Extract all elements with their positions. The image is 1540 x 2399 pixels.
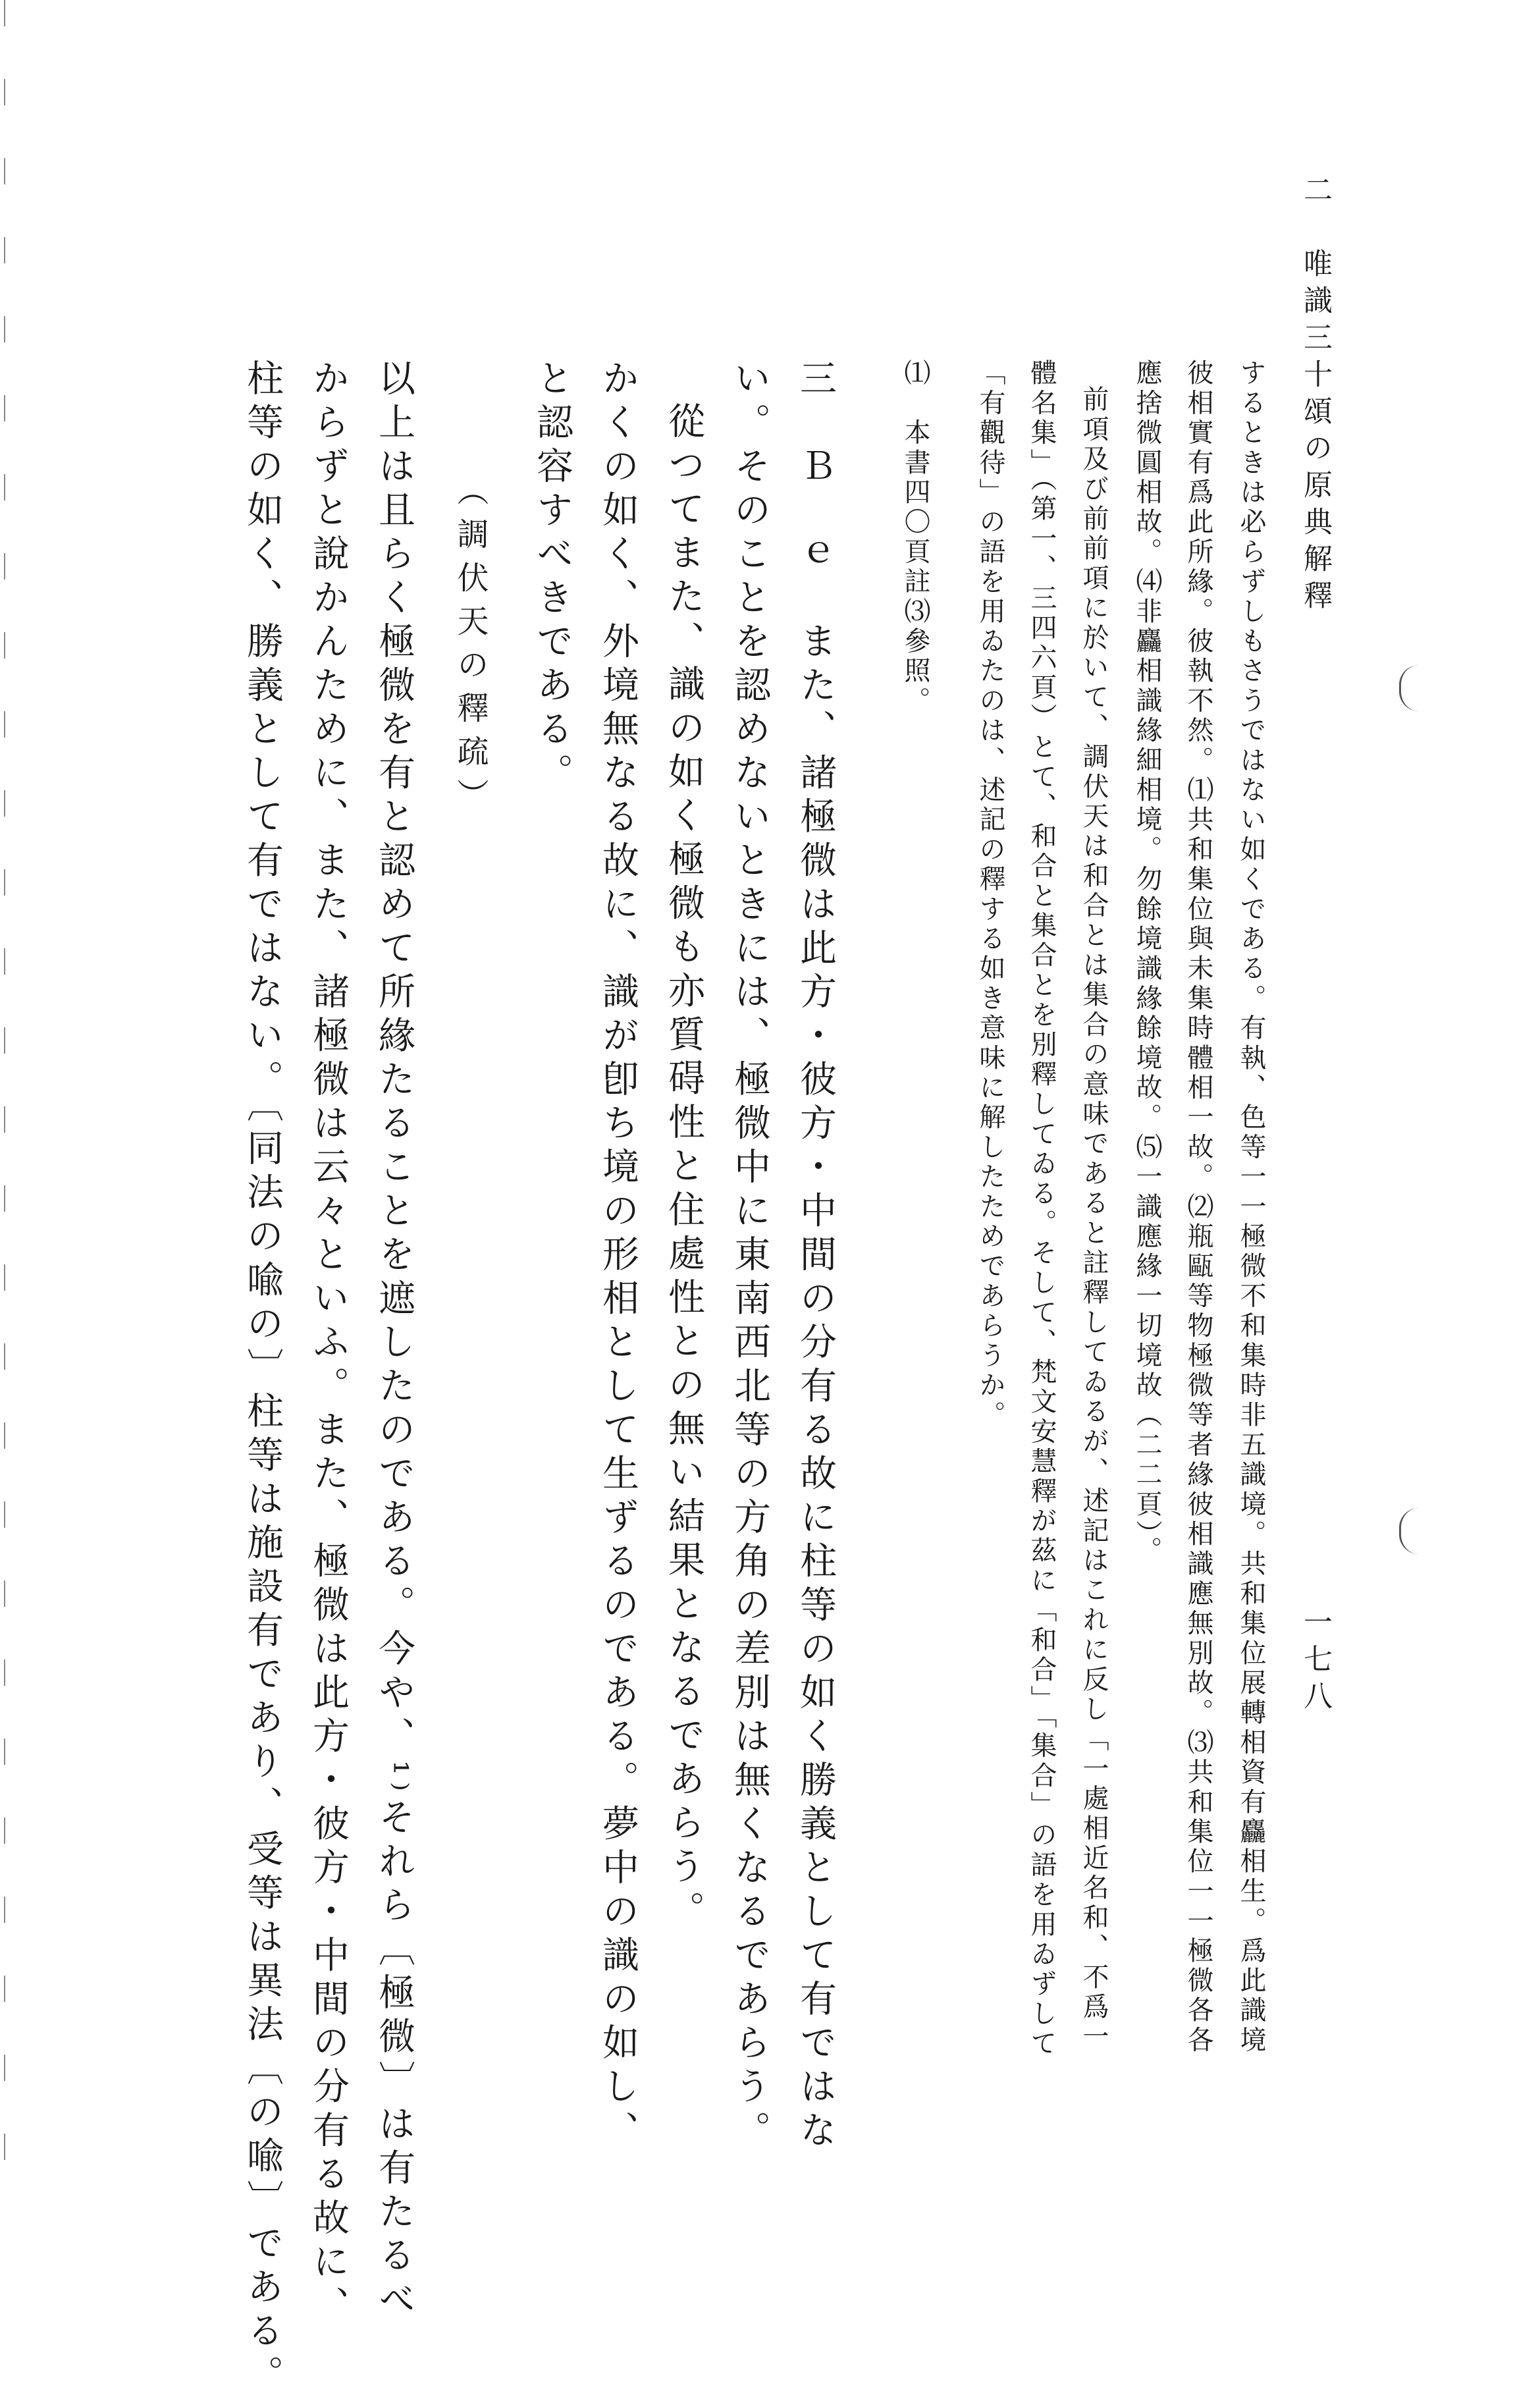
note-text-line: 「有觀待」の語を用ゐたのは、述記の釋する如き意味に解したためであらうか。	[975, 359, 1005, 1431]
running-header-title: 二 唯識三十頌の原典解釋	[1298, 175, 1332, 617]
scan-binding-edge	[4, 0, 5, 2178]
main-text-line: 從つてまた、識の如く極微も亦質碍性と住處性との無い結果となるであらう。	[662, 402, 705, 1935]
main-text-line: 三 Ｂ ｅ また、諸極微は此方・彼方・中間の分有る故に柱等の如く勝義として有ではな	[794, 359, 837, 2155]
section-subheading: （調伏天の釋疏）	[452, 474, 489, 822]
note-text-line: 前項及び前前項に於いて、調伏天は和合とは集合の意味であると註釋してゐるが、述記はこれに反し「一處相近名和、不爲一	[1078, 385, 1109, 2053]
main-text-line: と認容すべきである。	[531, 359, 573, 797]
commentary-text-line: 柱等の如く、勝義として有ではない。〔同法の喩の〕柱等は施設有であり、受等は異法〔の喩〕である。	[241, 359, 284, 2399]
main-text-line: い。そのことを認めないときには、極微中に東南西北等の方角の差別は無くなるであらう。	[728, 359, 771, 2155]
note-text-line: 體名集」（第一、三四六頁）とて、和合と集合とを別釋してゐる。そして、梵文安慧釋が茲に「和合」「集合」の語を用ゐずして	[1026, 359, 1057, 2059]
quoted-text-line: するときは必らずしもさうではない如くである。有執、色等一一極微不和集時非五識境。共和集位展轉相資有麤相生。爲此識境	[1236, 359, 1266, 2056]
footnote: ⑴ 本書四〇頁註⑶參照。	[900, 359, 930, 716]
main-text-line: かくの如く、外境無なる故に、識が卽ち境の形相として生ずるのである。夢中の識の如し、	[597, 359, 639, 2155]
quoted-text-line: 應捨微圓相故。⑷非麤相識緣細相境。勿餘境識緣餘境故。⑸一識應緣一切境故（二二頁）。	[1132, 359, 1162, 1567]
page-number: 一七八	[1298, 1607, 1332, 1717]
commentary-text-line: からずと說かんために、また、諸極微は云々といふ。また、極微は此方・彼方・中間の分有る故に、	[307, 359, 350, 2330]
scan-bracket-mark	[1399, 665, 1421, 711]
scan-bracket-mark	[1399, 1508, 1421, 1554]
commentary-text-line: 以上は且らく極微を有と認めて所緣たることを遮したのである。今や、¹⁾それら〔極微〕は有たるべ	[373, 359, 415, 2324]
quoted-text-line: 彼相實有爲此所緣。彼執不然。⑴共和集位與未集時體相一故。⑵瓶甌等物極微等者緣彼相識應無別故。⑶共和集位一一極微各各	[1183, 359, 1213, 2056]
